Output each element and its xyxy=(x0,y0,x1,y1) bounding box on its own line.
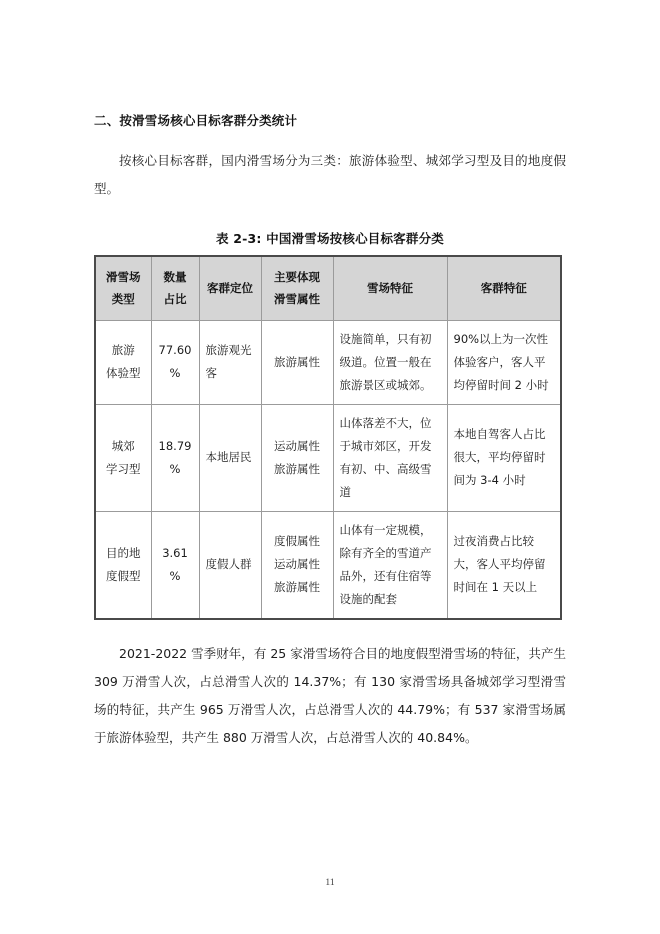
cell-line: 旅游属性 xyxy=(274,580,320,595)
header-line: 客群定位 xyxy=(207,281,253,296)
cell-share xyxy=(151,320,199,404)
header-line: 主要体现 xyxy=(274,270,320,284)
cell-line: 目的地 xyxy=(106,545,141,560)
cell-resort-feature: 山体有一定规模，除有齐全的雪道产品外，还有住宿等设施的配套 xyxy=(333,511,447,619)
intro-paragraph: 按核心目标客群，国内滑雪场分为三类：旅游体验型、城郊学习型及目的地度假型。 xyxy=(94,152,566,196)
cell-line: 旅游观光 xyxy=(205,343,252,358)
column-header-resort-feature xyxy=(333,256,447,320)
cell-line: 18.79 xyxy=(158,438,192,453)
column-header-guest-feature xyxy=(447,256,561,320)
cell-line: 度假属性 xyxy=(274,534,320,549)
table-row xyxy=(95,511,561,619)
cell-guest-feature: 90%以上为一次性体验客户，客人平均停留时间 2 小时 xyxy=(447,320,561,404)
cell-line: 城郊 xyxy=(111,438,135,453)
cell-line: % xyxy=(169,461,181,476)
cell-guest-feature: 过夜消费占比较大，客人平均停留时间在 1 天以上 xyxy=(447,511,561,619)
cell-line: 旅游属性 xyxy=(274,461,320,476)
cell-line: 旅游 xyxy=(111,343,135,358)
cell-line: 客 xyxy=(205,366,217,381)
cell-resort-type xyxy=(95,320,151,404)
section-heading: 二、按滑雪场核心目标客群分类统计 xyxy=(94,113,298,128)
cell-ski-attribute xyxy=(261,404,333,511)
cell-guest-feature: 本地自驾客人占比很大，平均停留时间为 3-4 小时 xyxy=(447,404,561,511)
cell-line: 本地居民 xyxy=(205,450,252,465)
cell-audience-position xyxy=(199,511,261,619)
header-line: 雪场特征 xyxy=(367,281,413,296)
header-line: 客群特征 xyxy=(480,281,527,296)
header-line: 数量 xyxy=(163,270,187,284)
cell-resort-feature: 山体落差不大，位于城市郊区，开发有初、中、高级雪道 xyxy=(333,404,447,511)
cell-share xyxy=(151,511,199,619)
cell-line: 旅游属性 xyxy=(274,354,320,369)
column-header-audience-position xyxy=(199,256,261,320)
column-header-ski-attribute xyxy=(261,256,333,320)
cell-audience-position xyxy=(199,320,261,404)
cell-ski-attribute xyxy=(261,511,333,619)
cell-line: 3.61 xyxy=(162,545,188,560)
page-number: 11 xyxy=(325,878,335,888)
cell-line: % xyxy=(169,366,181,381)
cell-resort-type xyxy=(95,404,151,511)
cell-audience-position xyxy=(199,404,261,511)
column-header-resort-type xyxy=(95,256,151,320)
cell-line: 体验型 xyxy=(106,366,141,381)
cell-line: 学习型 xyxy=(106,461,141,476)
classification-table xyxy=(94,255,562,620)
cell-line: 度假型 xyxy=(106,568,141,583)
cell-share xyxy=(151,404,199,511)
header-line: 类型 xyxy=(111,292,135,307)
cell-line: % xyxy=(169,568,181,583)
header-line: 滑雪场 xyxy=(106,270,141,284)
table-row xyxy=(95,320,561,404)
header-line: 占比 xyxy=(163,292,187,307)
header-line: 滑雪属性 xyxy=(274,292,320,307)
table-caption: 表 2-3: 中国滑雪场按核心目标客群分类 xyxy=(216,231,444,246)
cell-resort-feature: 设施简单，只有初级道。位置一般在旅游景区或城郊。 xyxy=(333,320,447,404)
table-row xyxy=(95,404,561,511)
page-content xyxy=(94,112,566,752)
cell-line: 运动属性 xyxy=(274,557,320,572)
cell-resort-type xyxy=(95,511,151,619)
closing-paragraph: 2021-2022 雪季财年，有 25 家滑雪场符合目的地度假型滑雪场的特征，共产生 309 万滑雪人次，占总滑雪人次的 14.37%；有 130 家滑雪场具备城郊学习型滑雪场的特征，共产生 965 万滑雪人次，占总滑雪人次的 44.79%；有 537 家滑雪场属于旅游体验型，共产生 880 万滑雪人次，占总滑雪人次的 40.84%。 xyxy=(94,645,566,746)
column-header-share xyxy=(151,256,199,320)
cell-line: 度假人群 xyxy=(205,557,252,572)
cell-ski-attribute xyxy=(261,320,333,404)
table-header-row xyxy=(95,256,561,320)
cell-line: 运动属性 xyxy=(274,438,320,453)
cell-line: 77.60 xyxy=(158,343,192,358)
